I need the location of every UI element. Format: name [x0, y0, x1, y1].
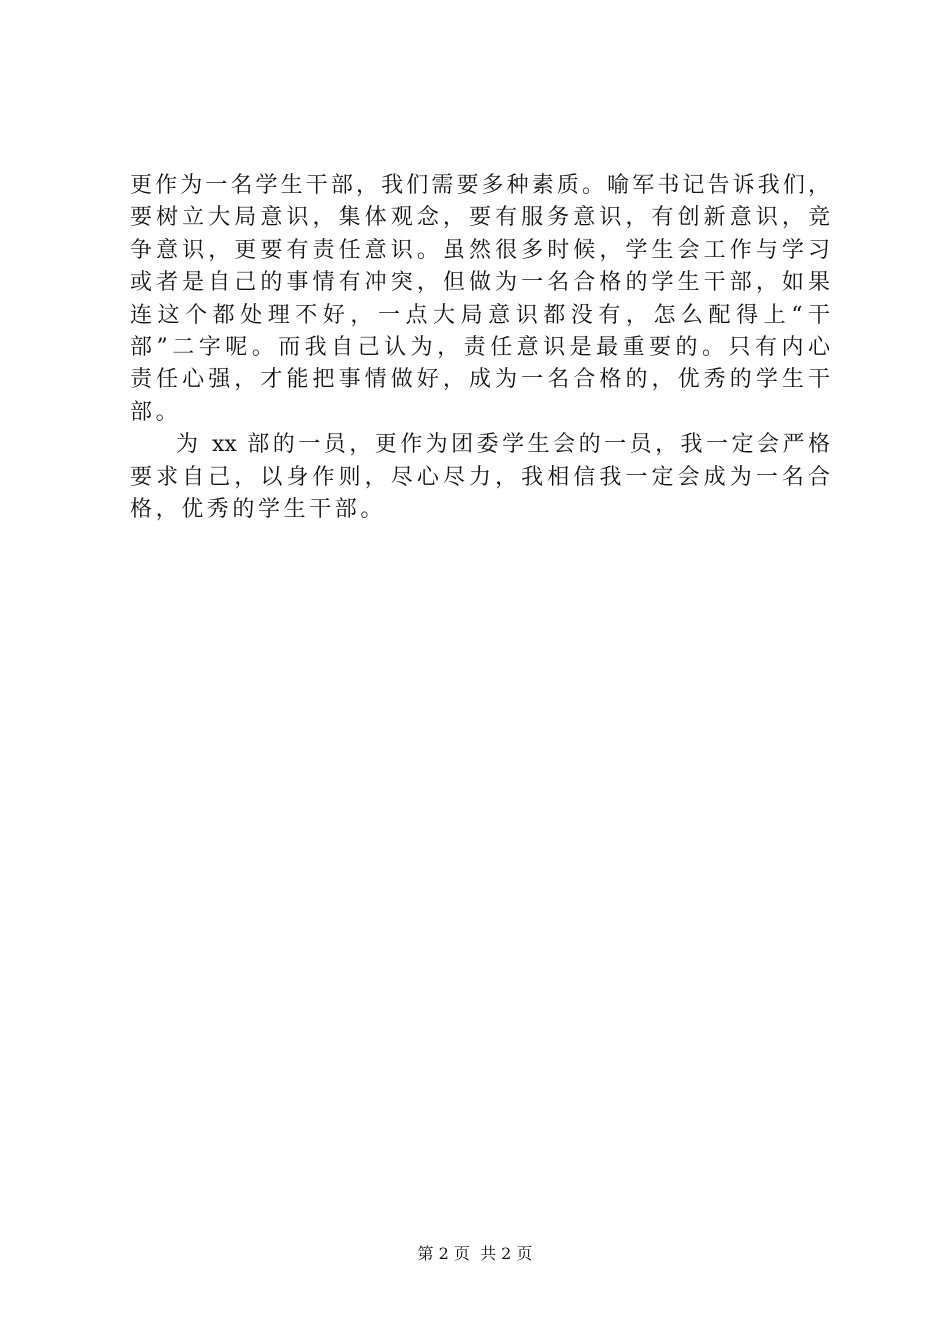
text-line: 部”二字呢。而我自己认为，责任意识是最重要的。只有内心 — [130, 334, 830, 360]
page-number: 第 2 页 共 2 页 — [417, 1244, 533, 1263]
text-line: 争意识，更要有责任意识。虽然很多时候，学生会工作与学习 — [130, 237, 830, 263]
text-line: 责任心强，才能把事情做好，成为一名合格的，优秀的学生干 — [130, 367, 830, 393]
paragraph-start-line: 为 xx 部的一员，更作为团委学生会的一员，我一定会严格 — [176, 432, 830, 458]
text-line: 更作为一名学生干部，我们需要多种素质。喻军书记告诉我们， — [130, 173, 830, 198]
text-line: 格，优秀的学生干部。 — [130, 496, 387, 522]
document-body — [130, 170, 830, 526]
text-line: 部。 — [130, 399, 182, 425]
text-line: 要树立大局意识，集体观念，要有服务意识，有创新意识，竞 — [130, 205, 830, 231]
text-line: 连这个都处理不好，一点大局意识都没有，怎么配得上“干 — [130, 302, 830, 328]
text-line: 或者是自己的事情有冲突，但做为一名合格的学生干部，如果 — [130, 270, 830, 296]
page-footer — [0, 1244, 950, 1264]
text-line: 要求自己，以身作则，尽心尽力，我相信我一定会成为一名合 — [130, 464, 830, 490]
